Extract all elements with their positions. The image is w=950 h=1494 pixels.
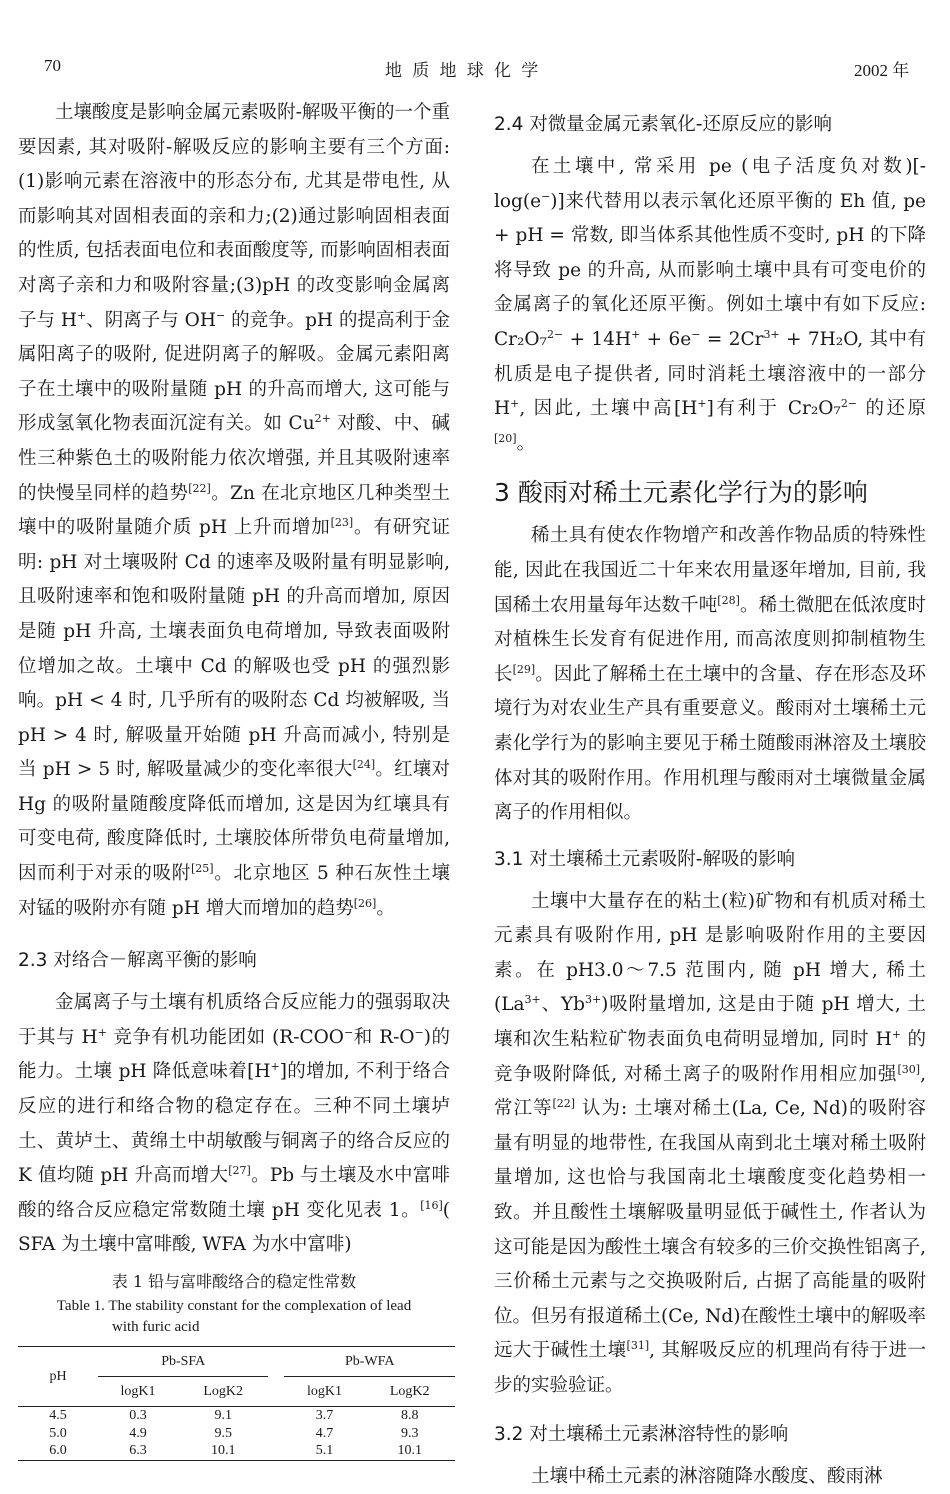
year: 2002 年 xyxy=(854,61,910,80)
table-header-ph: pH xyxy=(49,1368,67,1384)
table-caption-english: Table 1. The stability constant for the complexation of lead xyxy=(56,1298,412,1314)
stability-constant-table xyxy=(18,1346,455,1461)
table-caption-english-cont: with furic acid xyxy=(112,1319,200,1335)
section-heading-3: 3 酸雨对稀土元素化学行为的影响 xyxy=(494,478,868,508)
table-row: 4.5 0.3 9.1 3.7 8.8 xyxy=(49,1407,419,1423)
table-row: 6.0 6.3 10.1 5.1 10.1 xyxy=(49,1443,422,1459)
running-head: 地 质 地 球 化 学 xyxy=(385,61,542,80)
page-number: 70 xyxy=(44,56,61,75)
table-caption-chinese: 表 1 铅与富啡酸络合的稳定性常数 xyxy=(111,1272,357,1291)
table-subheader: logK1 xyxy=(306,1383,342,1399)
paragraph-rare-earth: 稀土具有使农作物增产和改善作物品质的特殊性能, 因此在我国近二十年来农用量逐年增加, 目前, 我国稀土农用量每年达数千吨[28]。稀土微肥在低浓度时对植株生长发育有促进作用, 而高浓度则抑制植物生长[29]。因此了解稀土在土壤中的含量、存在形态及环境行为对农业生产具有重要意义。酸雨对土壤稀土元素化学行为的影响主要见于稀土随酸雨淋溶及土壤胶体对其的吸附作用。作用机理与酸雨对土壤微量金属离子的作用相似。 xyxy=(494,525,926,824)
section-heading-3-1: 3.1 对土壤稀土元素吸附-解吸的影响 xyxy=(494,848,795,870)
table-subheader: logK1 xyxy=(120,1383,156,1399)
paragraph-redox: 在土壤中, 常采用 pe (电子活度负对数)[-log(e−)]来代替用以表示氧化还原平衡的 Eh 值, pe + pH = 常数, 即当体系其他性质不变时, pH 的下降将导致 pe 的升高, 从而影响土壤中具有可变电价的金属离子的氧化还原平衡。例如土壤中有如下反应: $Cr_2O_7^{2-} + 14H^+ + 6e^- = 2Cr^{3+} + 7H_2O$, 其中有机质是电子提供者, 同时消耗土壤溶液中的一部分 H+, 因此, 土壤中高[H+]有利于 Cr₂O₇$^{2-}$ 的还原[20]。 xyxy=(494,156,926,454)
paragraph-complexation: 金属离子与土壤有机质络合反应能力的强弱取决于其与 H+ 竞争有机功能团如 (R-COO−和 R-O−)的能力。土壤 pH 降低意味着[H+]的增加, 不利于络合反应的进行和络合物的稳定存在。三种不同土壤垆土、黄垆土、黄绵土中胡敏酸与铜离子的络合反应的 K 值均随 pH 升高而增大[27]。Pb 与土壤及水中富啡酸的络合反应稳定常数随土壤 pH 变化见表 1。[16]( SFA 为土壤中富啡酸, WFA 为水中富啡) xyxy=(18,992,451,1256)
paragraph-ree-leaching: 土壤中稀土元素的淋溶随降水酸度、酸雨淋 xyxy=(531,1465,883,1487)
table-subheader: LogK2 xyxy=(389,1383,430,1399)
paragraph-ph-adsorption: 土壤酸度是影响金属元素吸附-解吸平衡的一个重要因素, 其对吸附-解吸反应的影响主要有三个方面:(1)影响元素在溶液中的形态分布, 尤其是带电性, 从而影响其对固相表面的亲和力;(2)通过影响固相表面的性质, 包括表面电位和表面酸度等, 而影响固相表面对离子亲和力和吸附容量;(3)pH 的改变影响金属离子与 H+、阴离子与 OH− 的竞争。pH 的提高利于金属阳离子的吸附, 促进阴离子的解吸。金属元素阳离子在土壤中的吸附量随 pH 的升高而增大, 这可能与形成氢氧化物表面沉淀有关。如 $Cu^{2+}$ 对酸、中、碱性三种紫色土的吸附能力依次增强, 并且其吸附速率的快慢呈同样的趋势[22]。Zn 在北京地区几种类型土壤中的吸附量随介质 pH 上升而增加[23]。有研究证明: pH 对土壤吸附 Cd 的速率及吸附量有明显影响, 且吸附速率和饱和吸附量随 pH 的升高而增加, 原因是随 pH 升高, 土壤表面负电荷增加, 导致表面吸附位增加之故。土壤中 Cd 的解吸也受 pH 的强烈影响。pH < 4 时, 几乎所有的吸附态 Cd 均被解吸, 当 pH > 4 时, 解吸量开始随 pH 升高而减小, 特别是当 pH > 5 时, 解吸量减少的变化率很大[24]。红壤对 Hg 的吸附量随酸度降低而增加, 这是因为红壤具有可变电荷, 酸度降低时, 土壤胶体所带负电荷量增加, 因而利于对汞的吸附[25]。北京地区 5 种石灰性土壤对锰的吸附亦有随 pH 增大而增加的趋势[26]。 xyxy=(18,102,450,919)
section-heading-3-2: 3.2 对土壤稀土元素淋溶特性的影响 xyxy=(494,1423,789,1445)
table-row: 5.0 4.9 9.5 4.7 9.3 xyxy=(49,1425,419,1441)
table-header-pb-sfa: Pb-SFA xyxy=(98,1347,268,1377)
paragraph-ree-adsorption: 土壤中大量存在的粘土(粒)矿物和有机质对稀土元素具有吸附作用, pH 是影响吸附作用的主要因素。在 pH3.0～7.5 范围内, 随 pH 增大, 稀土($La^{3+}$、$Yb^{3+}$)吸附量增加, 这是由于随 pH 增大, 土壤和次生粘粒矿物表面负电荷明显增加, 同时 H+ 的竞争吸附降低, 对稀土离子的吸附作用相应加强[30], 常江等[22] 认为: 土壤对稀土(La, Ce, Nd)的吸附容量有明显的地带性, 在我国从南到北土壤对稀土吸附量增加, 这也恰与我国南北土壤酸度变化趋势相一致。并且酸性土壤解吸量明显低于碱性土, 作者认为这可能是因为酸性土壤含有较多的三价交换性铝离子, 三价稀土元素与之交换吸附后, 占据了高能量的吸附位。但另有报道稀土(Ce, Nd)在酸性土壤中的解吸率远大于碱性土壤[31], 其解吸反应的机理尚有待于进一步的实验验证。 xyxy=(494,890,926,1396)
right-column xyxy=(494,96,926,1494)
left-column xyxy=(18,96,450,1461)
section-heading-2-4: 2.4 对微量金属元素氧化-还原反应的影响 xyxy=(494,114,832,135)
section-heading-2-3: 2.3 对络合－解离平衡的影响 xyxy=(18,950,257,972)
table-header-pb-wfa: Pb-WFA xyxy=(284,1347,455,1377)
table-subheader: LogK2 xyxy=(203,1383,244,1399)
